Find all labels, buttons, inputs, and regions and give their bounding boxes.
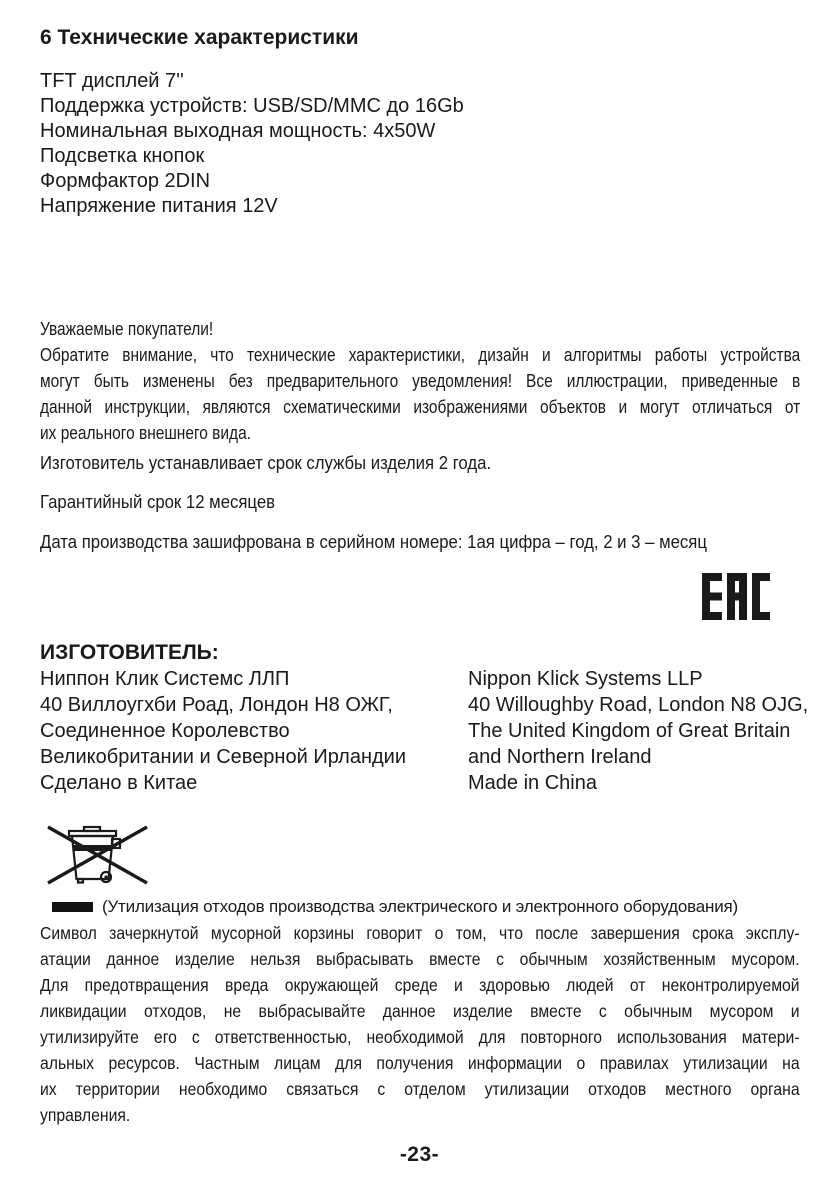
manufacturer-address-en: 40 Willoughby Road, London N8 OJG, <box>468 694 809 716</box>
black-bar <box>52 902 93 912</box>
eac-letters <box>702 573 770 620</box>
disposal-line: Для предотвращения вреда окружающей среде и здоровью людей от неконтролируемой <box>40 975 800 995</box>
notice-line: их реального внешнего вида. <box>40 423 251 443</box>
production-date-line: Дата производства зашифрована в серийном номере: 1ая цифра – год, 2 и 3 – месяц <box>40 532 707 552</box>
notice-line: Уважаемые покупатели! <box>40 319 214 339</box>
manufacturer-country-ru: Соединенное Королевство <box>40 720 290 742</box>
spec-line-voltage: Напряжение питания 12V <box>40 195 278 217</box>
specs-list <box>40 69 464 219</box>
spec-line-display: TFT дисплей 7'' <box>40 70 184 92</box>
spec-line-power: Номинальная выходная мощность: 4x50W <box>40 120 436 142</box>
made-in-en: Made in China <box>468 772 597 794</box>
notice-line: Обратите внимание, что технические характеристики, дизайн и алгоритмы работы устройства <box>40 345 801 365</box>
disposal-caption-text: (Утилизация отходов производства электрического и электронного оборудования) <box>102 897 738 916</box>
disposal-line: атации данное изделие нельзя выбрасывать вместе с обычным хозяйственным мусором. <box>40 949 800 969</box>
service-life-line: Изготовитель устанавливает срок службы изделия 2 года. <box>40 453 492 473</box>
service-info <box>40 450 800 555</box>
manufacturer-name-ru: Ниппон Клик Системс ЛЛП <box>40 668 290 690</box>
manufacturer-block-russian <box>40 640 406 796</box>
disposal-line: Символ зачеркнутой мусорной корзины говорит о том, что после завершения срока эксплу- <box>40 923 800 943</box>
disposal-line: управления. <box>40 1105 131 1125</box>
manufacturer-country2-en: and Northern Ireland <box>468 746 652 768</box>
manufacturer-heading: ИЗГОТОВИТЕЛЬ: <box>40 641 219 664</box>
customer-notice <box>40 316 800 446</box>
manufacturer-address-ru: 40 Виллоугхби Роад, Лондон Н8 ОЖГ, <box>40 694 393 716</box>
notice-line: могут быть изменены без предварительного уведомления! Все иллюстрации, приведенные в <box>40 371 801 391</box>
spec-line-backlight: Подсветка кнопок <box>40 145 205 167</box>
disposal-line: ликвидации отходов, не выбрасывайте данное изделие вместе с обычным мусором и <box>40 1001 800 1021</box>
manufacturer-name-en: Nippon Klick Systems LLP <box>468 668 703 690</box>
disposal-line: их территории необходимо связаться с отделом утилизации отходов местного органа <box>40 1079 800 1099</box>
notice-line: данной инструкции, являются схематическими изображениями объектов и могут отличаться от <box>40 397 801 417</box>
bin-foot <box>78 879 83 883</box>
manufacturer-country2-ru: Великобритании и Северной Ирландии <box>40 746 406 768</box>
disposal-caption-line <box>40 894 839 920</box>
eac-logo <box>702 573 770 620</box>
warranty-line: Гарантийный срок 12 месяцев <box>40 492 276 512</box>
disposal-paragraph <box>40 920 800 1128</box>
page-number: -23- <box>399 1143 440 1166</box>
spec-line-media: Поддержка устройств: USB/SD/MMC до 16Gb <box>40 95 464 117</box>
bin-wheel-hub <box>104 875 107 878</box>
disposal-line: утилизируйте его с ответственностью, необходимой для повторного использования матери- <box>40 1027 800 1047</box>
made-in-ru: Сделано в Китае <box>40 772 198 794</box>
manufacturer-block-english <box>468 666 808 796</box>
weee-crossed-bin-icon <box>45 824 150 886</box>
spec-line-formfactor: Формфактор 2DIN <box>40 170 211 192</box>
disposal-line: альных ресурсов. Частным лицам для получения информации о правилах утилизации на <box>40 1053 800 1073</box>
section-title: 6 Технические характеристики <box>40 26 359 49</box>
manufacturer-country-en: The United Kingdom of Great Britain <box>468 720 791 742</box>
